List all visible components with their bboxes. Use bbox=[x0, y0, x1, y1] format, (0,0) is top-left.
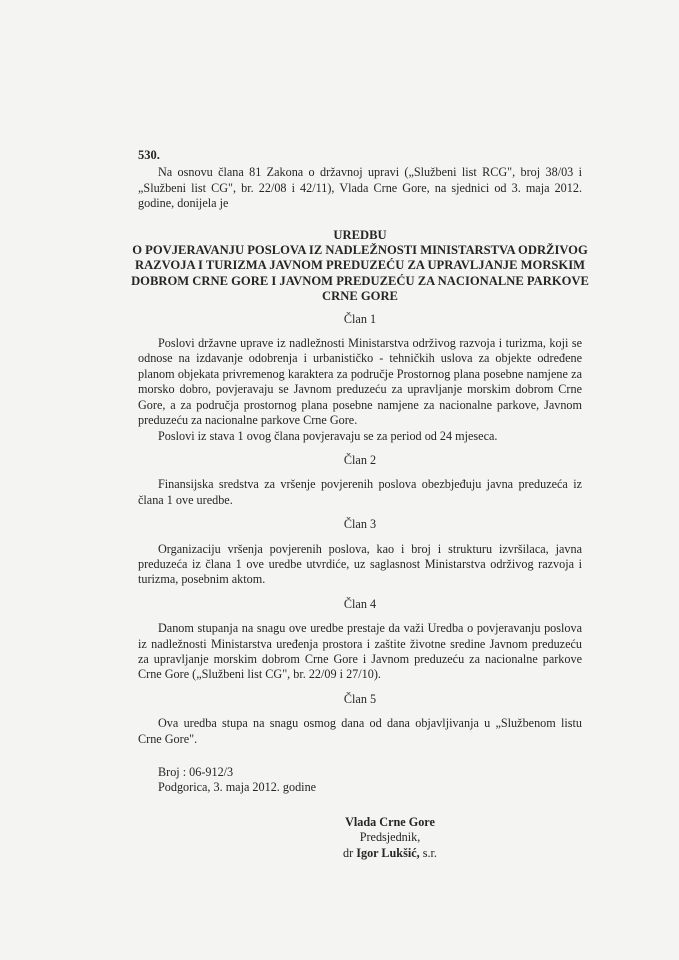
article-heading-2: Član 2 bbox=[343, 452, 377, 467]
document-body bbox=[131, 148, 589, 861]
article-heading-4: Član 4 bbox=[343, 596, 377, 611]
preamble: Na osnovu člana 81 Zakona o državnoj upravi („Službeni list RCG", broj 38/03 i „Službeni list CG", br. 22/08 i 42/11), Vlada Crne Gore, na sjednici od 3. maja 2012. godine, donijela je bbox=[138, 165, 582, 211]
article-1-paragraph-2: Poslovi iz stava 1 ovog člana povjeravaju se za period od 24 mjeseca. bbox=[158, 428, 498, 443]
signature-block bbox=[198, 815, 582, 861]
signature-line bbox=[198, 846, 582, 861]
signature-government: Vlada Crne Gore bbox=[345, 814, 435, 829]
article-heading-1: Član 1 bbox=[343, 311, 377, 326]
signature-role: Predsjednik, bbox=[359, 830, 421, 845]
signature-suffix: s.r. bbox=[422, 845, 437, 860]
signature-name: Igor Lukšić, bbox=[356, 845, 420, 860]
place-date: Podgorica, 3. maja 2012. godine bbox=[158, 780, 317, 795]
article-3-paragraph-1: Organizaciju vršenja povjerenih poslova, kao i broj i strukturu izvršilaca, javna preduzeća iz člana 1 ove uredbe utvrdiće, uz saglasnost Ministarstva održivog razvoja i turizma, posebnim aktom. bbox=[138, 541, 582, 587]
article-1-paragraph-1: Poslovi državne uprave iz nadležnosti Ministarstva održivog razvoja i turizma, koji se odnose na izdavanje odobrenja i urbanističko - tehničkih uslova za objekte određene planom objekata privremenog karaktera za područje Prostornog plana posebne namjene za morsko dobro, povjeravaju se Javnom preduzeću za upravljanje morskim dobrom Crne Gore, a za područja prostornog plana posebne namjene za nacionalne parkove, Javnom preduzeću za nacionalne parkove Crne Gore. bbox=[138, 336, 582, 428]
article-4-paragraph-1: Danom stupanja na snagu ove uredbe prestaje da važi Uredba o povjeravanju poslova iz nadležnosti Ministarstva uređenja prostora i zaštite životne sredine Javnom preduzeću za upravljanje morskim dobrom Crne Gore i Javnom preduzeću za nacionalne parkove Crne Gore („Službeni list CG", br. 22/09 i 27/10). bbox=[138, 621, 582, 682]
document-title: UREDBU bbox=[333, 227, 387, 242]
article-heading-5: Član 5 bbox=[343, 691, 377, 706]
article-heading-3: Član 3 bbox=[343, 517, 377, 532]
signature-prefix: dr bbox=[343, 845, 354, 860]
document-subtitle: O POVJERAVANJU POSLOVA IZ NADLEŽNOSTI MINISTARSTVA ODRŽIVOG RAZVOJA I TURIZMA JAVNOM PREDUZEĆU ZA UPRAVLJANJE MORSKIM DOBROM CRNE GORE I JAVNOM PREDUZEĆU ZA NACIONALNE PARKOVE CRNE GORE bbox=[131, 243, 589, 304]
article-2-paragraph-1: Finansijska sredstva za vršenje povjerenih poslova obezbjeđuju javna preduzeća iz člana 1 ove uredbe. bbox=[138, 477, 582, 507]
reference-number: Broj : 06-912/3 bbox=[158, 765, 234, 779]
document-number: 530. bbox=[138, 148, 160, 162]
document-meta bbox=[158, 765, 582, 796]
article-5-paragraph-1: Ova uredba stupa na snagu osmog dana od dana objavljivanja u „Službenom listu Crne Gore". bbox=[138, 716, 582, 746]
